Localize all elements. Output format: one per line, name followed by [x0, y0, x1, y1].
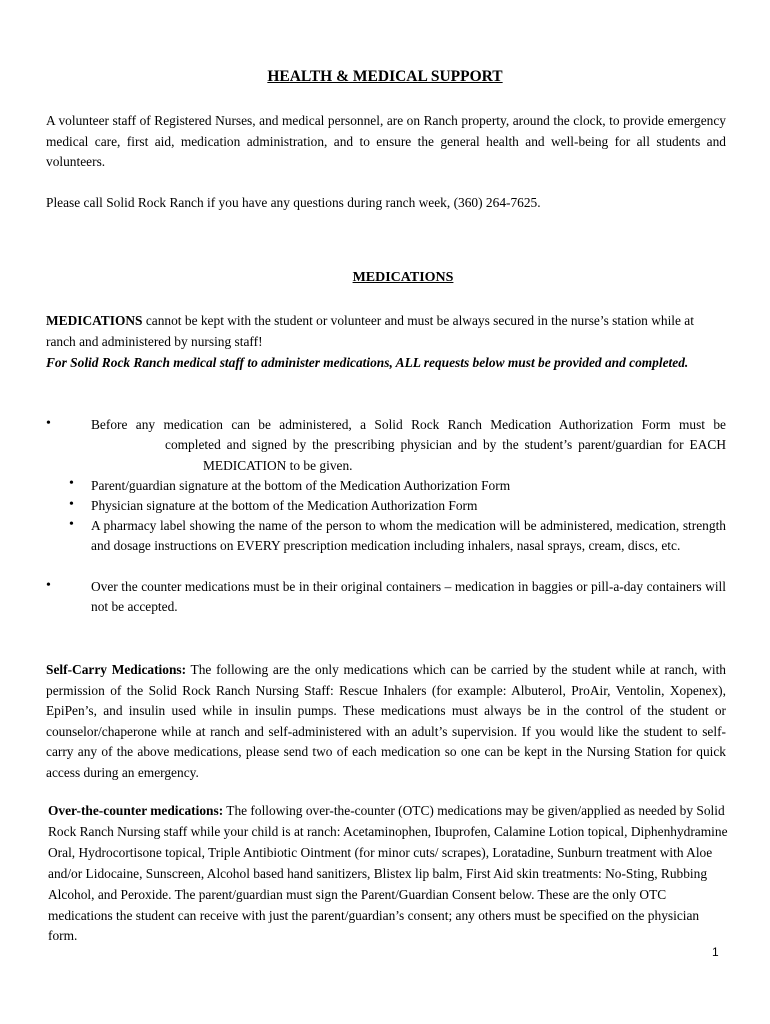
medications-lead: MEDICATIONS — [46, 313, 143, 328]
medications-lead-text: cannot be kept with the student or volunteer and must be always secured in the nurse’s station while at ranch and administered by nursing staff! — [46, 313, 694, 349]
medications-paragraph — [46, 311, 726, 352]
medications-heading: MEDICATIONS — [352, 270, 454, 285]
bullet-marker-3: • — [69, 497, 74, 512]
bullet-1-part-2: completed and signed by the prescribing physician and by the student’s parent/guardian for EACH — [165, 437, 726, 453]
bullet-item-2: Parent/guardian signature at the bottom of the Medication Authorization Form — [91, 478, 511, 493]
otc-paragraph — [48, 801, 730, 947]
page-number: 1 — [712, 945, 719, 959]
otc-text: The following over-the-counter (OTC) medications may be given/applied as needed by Solid Rock Ranch Nursing staff while your child is at ranch: Acetaminophen, Ibuprofen, Calamine Lotion topical, Diphenhydramine Oral, Hydrocortisone topical, Triple Antibiotic Ointment (for minor cuts/ scrapes), Loratadine, Sunburn treatment with Aloe and/or Lidocaine, Sunscreen, Alcohol based hand sanitizers, Blistex lip balm, First Aid skin treatments: No-Sting, Rubbing Alcohol, and Peroxide. The parent/guardian must sign the Parent/Guardian Consent below. These are the only OTC medications the student can receive with just the parent/guardian’s consent; any others must be specified on the physician form. — [48, 803, 728, 944]
bullet-marker-5: • — [46, 578, 51, 593]
bullet-item-5: Over the counter medications must be in their original containers – medication in baggies or pill-a-day containers will not be accepted. — [91, 579, 726, 615]
bullet-item-3: Physician signature at the bottom of the Medication Authorization Form — [91, 498, 478, 513]
bullet-marker-1: • — [46, 416, 51, 431]
medications-requirement: For Solid Rock Ranch medical staff to administer medications, ALL requests below must be provided and completed. — [46, 355, 689, 370]
bullet-item-1 — [91, 415, 726, 476]
otc-label: Over-the-counter medications: — [48, 803, 224, 818]
bullet-item-4: A pharmacy label showing the name of the person to whom the medication will be administered, medication, strength and dosage instructions on EVERY prescription medication including inhalers, nasal sprays, cream, discs, etc. — [91, 518, 726, 554]
self-carry-text: The following are the only medications which can be carried by the student while at ranch, with permission of the Solid Rock Ranch Nursing Staff: Rescue Inhalers (for example: Albuterol, ProAir, Ventolin, Xopenex), EpiPen’s, and insulin used while in insulin pumps. These medications must always be in the control of the student or counselor/chaperone while at ranch and self-administered with an adult’s supervision. If you would like the student to self-carry any of the above medications, please send two of each medication so one can be kept in the Nursing Station for quick access during an emergency. — [46, 662, 726, 780]
contact-paragraph: Please call Solid Rock Ranch if you have any questions during ranch week, (360) 264-7625. — [46, 195, 541, 210]
intro-paragraph: A volunteer staff of Registered Nurses, and medical personnel, are on Ranch property, around the clock, to provide emergency medical care, first aid, medication administration, and to ensure the general health and well-being for all students and volunteers. — [46, 113, 726, 169]
self-carry-label: Self-Carry Medications: — [46, 662, 187, 677]
bullet-marker-2: • — [69, 476, 74, 491]
page-title: HEALTH & MEDICAL SUPPORT — [267, 68, 503, 85]
bullet-1-part-1: Before any medication can be administered, a Solid Rock Ranch Medication Authorization Form must be — [91, 417, 726, 432]
bullet-1-part-3: MEDICATION to be given. — [203, 457, 353, 473]
self-carry-paragraph — [46, 660, 726, 783]
bullet-marker-4: • — [69, 517, 74, 532]
